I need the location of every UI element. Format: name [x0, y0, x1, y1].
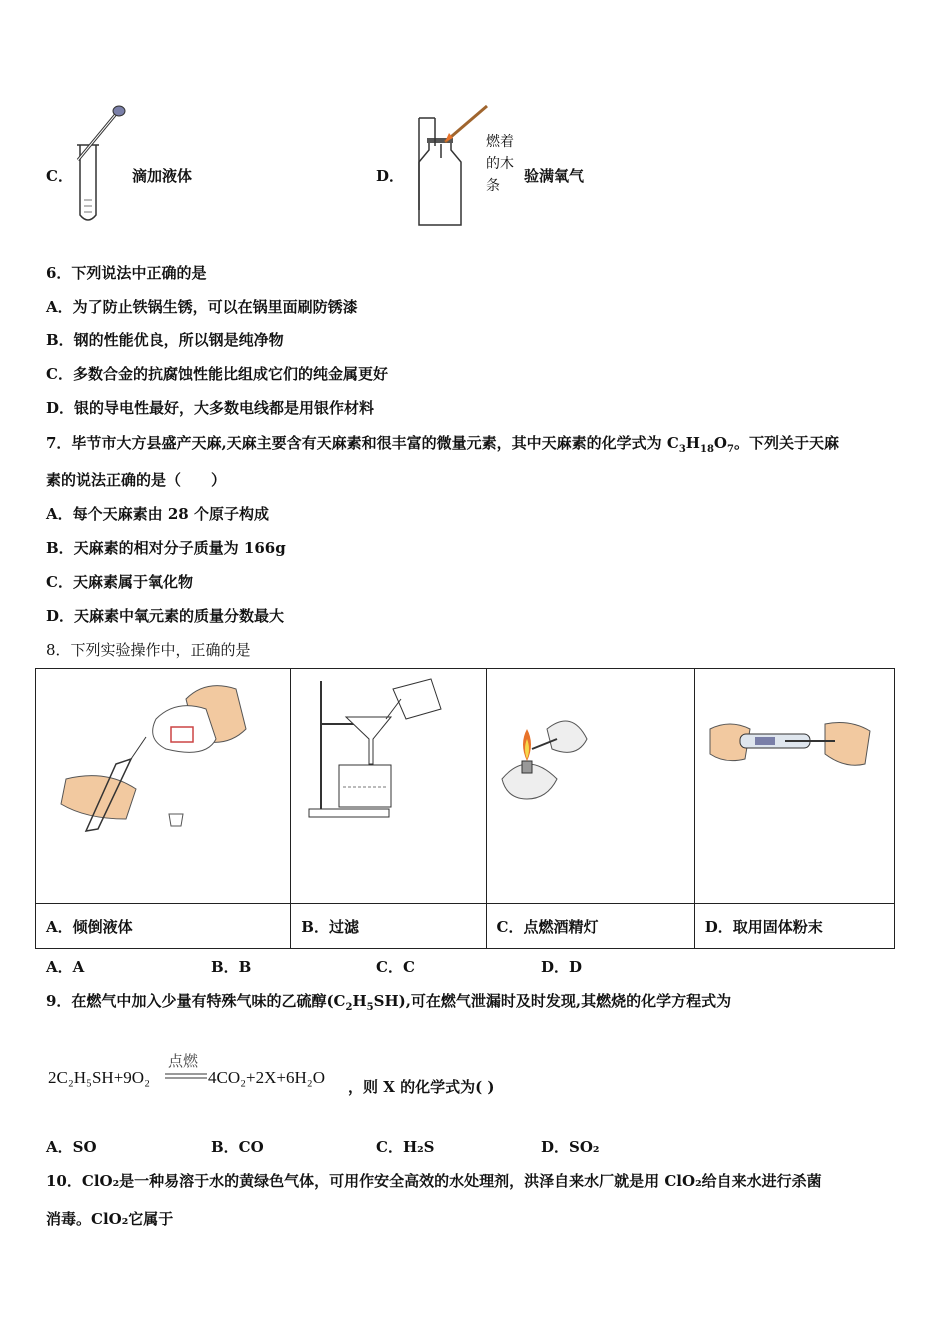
q7-stem-part2: 。下列关于天麻: [733, 434, 839, 452]
q6-option-d: D．银的导电性最好，大多数电线都是用银作材料: [46, 399, 375, 417]
q8-caption-d: D．取用固体粉末: [694, 904, 894, 949]
taking-solid-powder-illustration: [695, 669, 890, 899]
q7-formula-sub2: 18: [699, 444, 714, 455]
q8-cell-d-image: [694, 669, 894, 904]
q7-stem-line1: [46, 432, 839, 455]
equation-condition: 点燃: [168, 1052, 199, 1070]
q7-option-c: C．天麻素属于氧化物: [46, 573, 193, 591]
q8-answer-b: B．B: [211, 958, 252, 976]
q9-answer-b: B．CO: [211, 1138, 264, 1156]
q5-option-c-letter: C．: [46, 167, 73, 185]
q9-answer-c: C．H₂S: [376, 1138, 435, 1156]
q6-stem: 6．下列说法中正确的是: [46, 264, 207, 282]
q9-stem-b: H: [352, 992, 367, 1010]
q9-stem-c: SH),可在燃气泄漏时及时发现,其燃烧的化学方程式为: [373, 992, 732, 1010]
q8-answer-d: D．D: [541, 958, 583, 976]
equation-equals-sign: [165, 1072, 207, 1080]
q9-question-tail: ，则 X 的化学式为( ): [348, 1078, 495, 1096]
q8-answer-a: A．A: [46, 958, 85, 976]
q8-stem: 8．下列实验操作中，正确的是: [46, 641, 251, 659]
burning-stick-annotation-line3: 条: [486, 178, 500, 194]
q8-cell-a-image: [36, 669, 291, 904]
q7-option-b: B．天麻素的相对分子质量为 166g: [46, 539, 286, 557]
equation-right-side: 4CO₂+2X+6H₂O: [208, 1068, 325, 1087]
q7-option-d: D．天麻素中氧元素的质量分数最大: [46, 607, 285, 625]
q5-option-d-label: 验满氧气: [524, 167, 585, 185]
q9-stem-sub2: 5: [366, 1002, 374, 1013]
equation-left-side: 2C₂H₅SH+9O₂: [48, 1068, 150, 1087]
q5-option-c-label: 滴加液体: [132, 167, 193, 185]
pouring-liquid-illustration: [36, 669, 286, 899]
q7-formula-o: O: [713, 434, 727, 452]
q6-option-b: B．钢的性能优良，所以钢是纯净物: [46, 331, 284, 349]
q7-formula-h: H: [685, 434, 700, 452]
gas-bottle-illustration: [405, 100, 495, 230]
q8-caption-b: B．过滤: [291, 904, 486, 949]
q9-chemical-equation: [48, 1068, 150, 1088]
q7-stem-line2: 素的说法正确的是（ ）: [46, 471, 227, 489]
q8-cell-c-image: [486, 669, 694, 904]
q8-cell-b-image: [291, 669, 486, 904]
q8-caption-a: A．倾倒液体: [36, 904, 291, 949]
burning-stick-annotation-line1: 燃着: [486, 134, 514, 150]
q6-option-a: A．为了防止铁锅生锈，可以在锅里面刷防锈漆: [46, 298, 358, 316]
q10-stem-line1: 10．ClO₂是一种易溶于水的黄绿色气体，可用作安全高效的水处理剂，洪泽自来水厂就是用 ClO₂给自来水进行杀菌: [46, 1172, 822, 1190]
q9-stem-a: 9．在燃气中加入少量有特殊气味的乙硫醇(C: [46, 992, 346, 1010]
q7-stem-part1: 7．毕节市大方县盛产天麻,天麻主要含有天麻素和很丰富的微量元素，其中天麻素的化学式为 C: [46, 434, 679, 452]
q8-experiment-table: [35, 668, 895, 949]
q5-option-d-letter: D．: [376, 167, 405, 185]
lighting-alcohol-lamp-illustration: [487, 669, 687, 899]
q10-stem-line2: 消毒。ClO₂它属于: [46, 1210, 174, 1228]
q8-caption-c: C．点燃酒精灯: [486, 904, 694, 949]
q9-stem: [46, 990, 731, 1013]
q8-answer-c: C．C: [376, 958, 415, 976]
burning-stick-annotation-line2: 的木: [486, 156, 514, 172]
q9-stem-sub1: 2: [345, 1002, 353, 1013]
q7-formula-sub1: 3: [678, 444, 686, 455]
dropper-test-tube-illustration: [70, 100, 130, 225]
q9-equation-right: [208, 1068, 325, 1088]
q9-answer-a: A．SO: [46, 1138, 97, 1156]
q6-option-c: C．多数合金的抗腐蚀性能比组成它们的纯金属更好: [46, 365, 388, 383]
filtration-illustration: [291, 669, 481, 899]
q7-option-a: A．每个天麻素由 28 个原子构成: [46, 505, 269, 523]
q9-answer-d: D．SO₂: [541, 1138, 600, 1156]
q7-formula-sub3: 7: [726, 444, 734, 455]
